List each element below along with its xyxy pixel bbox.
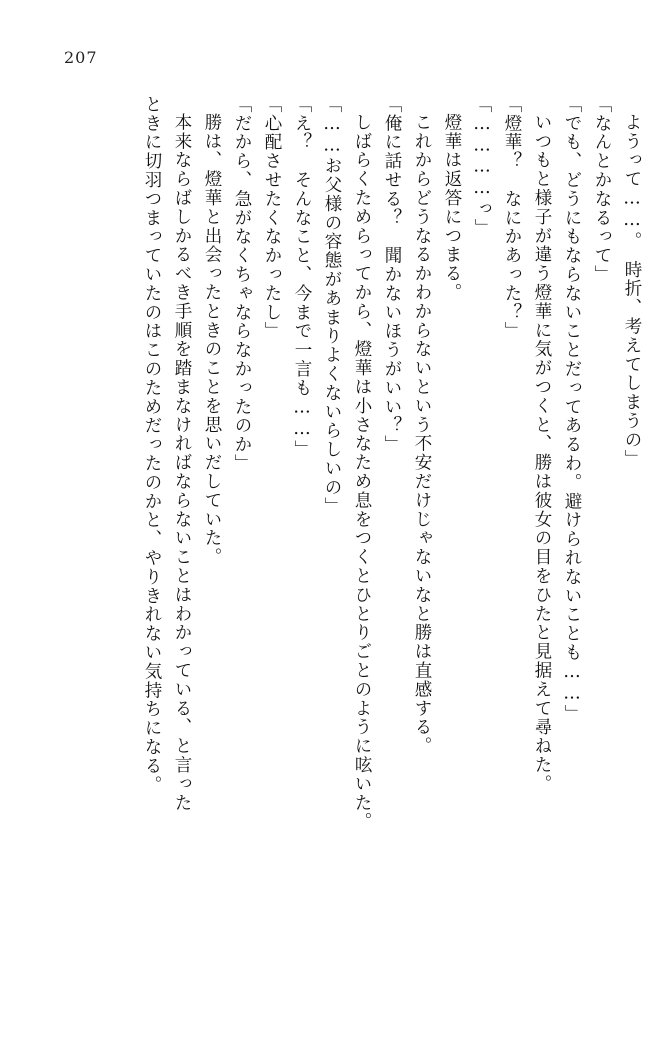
text-line: 「心配させたくなかったし」: [262, 95, 282, 341]
text-line: しばらくためらってから、燈華は小さなため息をつくとひとりごとのように呟いた。: [352, 113, 372, 832]
text-line: 「だから、急がなくちゃならなかったのか」: [232, 95, 252, 473]
text-line: 「燈華？ なにかあった？」: [502, 95, 522, 341]
text-line: これからどうなるかわからないという不安だけじゃないなと勝は直感する。: [412, 113, 432, 756]
page-number: 207: [64, 48, 98, 67]
vertical-text-body: [28, 95, 640, 1015]
text-line: 「なんとかなるって」: [592, 95, 612, 284]
text-line: ようって……。 時折、考えてしまうの」: [622, 113, 642, 469]
text-line: 「…………っ」: [472, 95, 492, 238]
text-line: 「……お父様の容態があまりよくないらしいの」: [322, 95, 342, 516]
text-line: 本来ならばしかるべき手順を踏まなければならないことはわかっている、と言った: [172, 113, 192, 813]
text-line: 燈華は返答につまる。: [442, 113, 462, 302]
text-line: 「俺に話せる？ 聞かないほうがいい？」: [382, 95, 402, 455]
text-line: 「でも、どうにもならないことだってあるわ。避けられないことも……」: [562, 95, 582, 724]
text-line: いつもと様子が違う燈華に気がつくと、勝は彼女の目をひたと見据えて尋ねた。: [532, 113, 552, 794]
text-line: 勝は、燈華と出会ったときのことを思いだしていた。: [202, 113, 222, 567]
text-line: 「え？ そんなこと、今まで一言も……」: [292, 95, 312, 460]
text-line: ときに切羽つまっていたのはこのためだったのかと、やりきれない気持ちになる。: [142, 95, 162, 795]
